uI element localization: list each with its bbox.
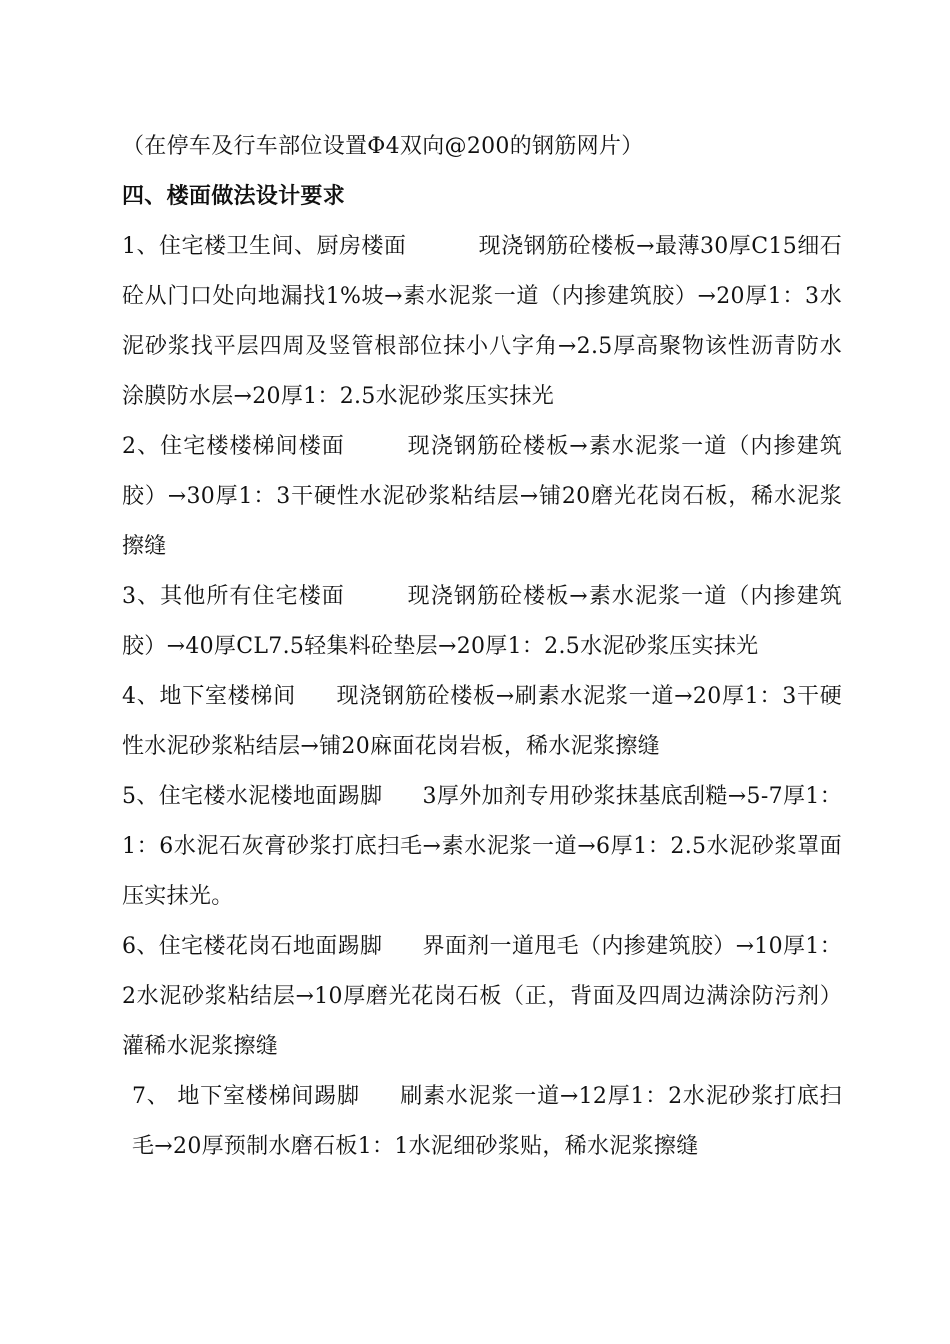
item-1 [122, 222, 842, 422]
item-1-text: 现浇钢筋砼楼板→最薄30厚C15细石砼从门口处向地漏找1%坡→素水泥浆一道（内掺建筑胶）→20厚1：3水泥砂浆找平层四周及竖管根部位抹小八字角→2.5厚高聚物该性沥青防水涂膜防水层→20厚1：2.5水泥砂浆压实抹光 [122, 234, 843, 409]
item-7 [122, 1072, 842, 1172]
item-3-text: 现浇钢筋砼楼板→素水泥浆一道（内掺建筑胶）→40厚CL7.5轻集料砼垫层→20厚1：2.5水泥砂浆压实抹光 [122, 584, 843, 659]
item-6 [122, 922, 842, 1072]
item-4 [122, 672, 842, 772]
document-body [122, 122, 842, 1172]
item-6-text: 界面剂一道甩毛（内掺建筑胶）→10厚1：2水泥砂浆粘结层→10厚磨光花岗石板（正，背面及四周边满涂防污剂）灌稀水泥浆擦缝 [122, 934, 842, 1059]
item-5-text: 3厚外加剂专用砂浆抹基底刮糙→5-7厚1：1：6水泥石灰膏砂浆打底扫毛→素水泥浆一道→6厚1：2.5水泥砂浆罩面压实抹光。 [122, 784, 842, 909]
item-5-label: 5、住宅楼水泥楼地面踢脚 [122, 784, 383, 809]
item-2-label: 2、住宅楼楼梯间楼面 [122, 434, 345, 459]
item-3 [122, 572, 842, 672]
item-6-label: 6、住宅楼花岗石地面踢脚 [122, 934, 383, 959]
item-1-label: 1、住宅楼卫生间、厨房楼面 [122, 234, 407, 259]
section-heading: 四、楼面做法设计要求 [122, 184, 346, 209]
item-3-label: 3、其他所有住宅楼面 [122, 584, 345, 609]
item-4-text: 现浇钢筋砼楼板→刷素水泥浆一道→20厚1：3干硬性水泥砂浆粘结层→铺20麻面花岗岩板，稀水泥浆擦缝 [122, 684, 842, 759]
item-7-label: 7、 地下室楼梯间踢脚 [132, 1084, 360, 1109]
item-2-text: 现浇钢筋砼楼板→素水泥浆一道（内掺建筑胶）→30厚1：3干硬性水泥砂浆粘结层→铺20磨光花岗石板，稀水泥浆擦缝 [122, 434, 843, 559]
intro-note: （在停车及行车部位设置Φ4双向@200的钢筋网片） [122, 134, 644, 159]
item-2 [122, 422, 842, 572]
item-7-text: 刷素水泥浆一道→12厚1：2水泥砂浆打底扫毛→20厚预制水磨石板1：1水泥细砂浆贴，稀水泥浆擦缝 [132, 1084, 842, 1159]
item-5 [122, 772, 842, 922]
item-4-label: 4、地下室楼梯间 [122, 684, 297, 709]
